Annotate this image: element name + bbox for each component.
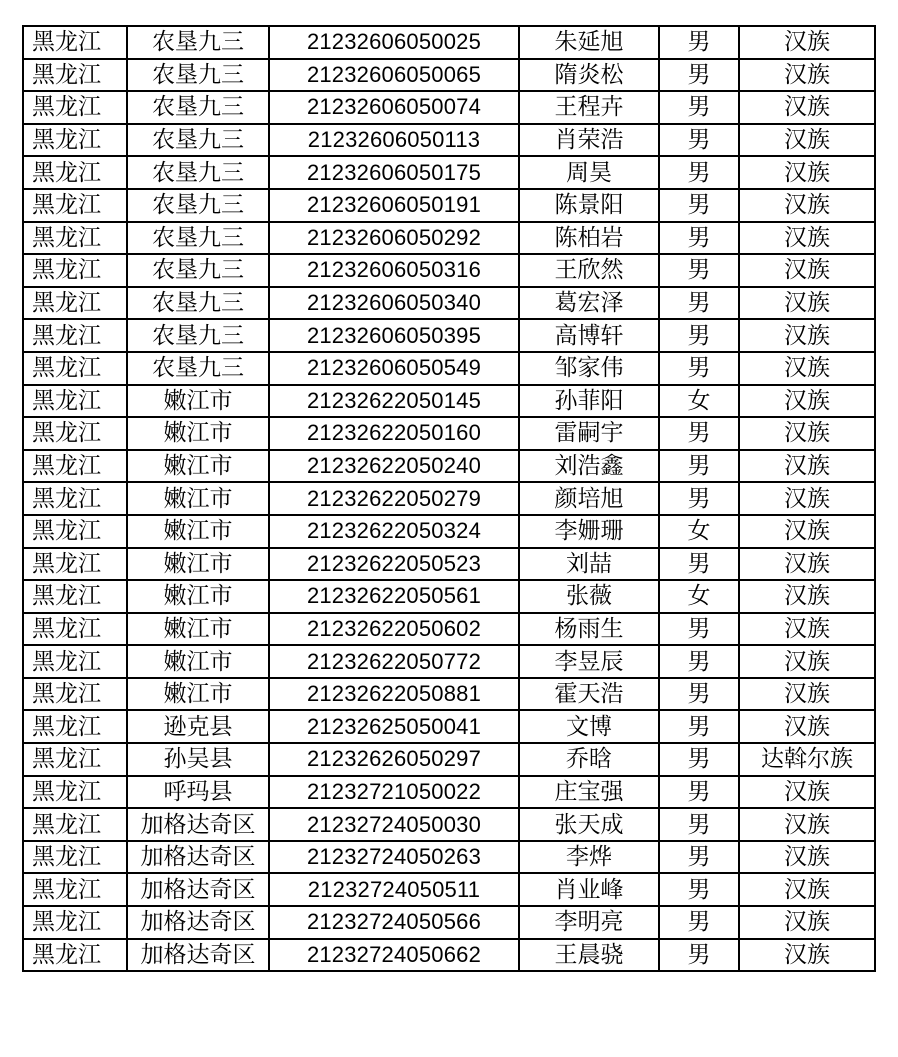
candidate-number-cell: 21232724050566	[269, 906, 519, 939]
province-cell: 黑龙江	[23, 743, 127, 776]
district-cell: 逊克县	[127, 710, 269, 743]
gender-cell: 男	[659, 873, 739, 906]
gender-cell: 男	[659, 450, 739, 483]
province-cell: 黑龙江	[23, 222, 127, 255]
candidate-number-cell: 21232626050297	[269, 743, 519, 776]
candidate-number-cell: 21232622050772	[269, 645, 519, 678]
province-cell: 黑龙江	[23, 580, 127, 613]
candidate-number-cell: 21232724050511	[269, 873, 519, 906]
name-cell: 高博轩	[519, 319, 659, 352]
candidate-number-cell: 21232606050065	[269, 59, 519, 92]
gender-cell: 男	[659, 222, 739, 255]
table-row	[23, 776, 875, 809]
gender-cell: 男	[659, 906, 739, 939]
gender-cell: 男	[659, 645, 739, 678]
candidate-number-cell: 21232606050191	[269, 189, 519, 222]
ethnicity-cell: 汉族	[739, 26, 875, 59]
table-row	[23, 287, 875, 320]
gender-cell: 女	[659, 515, 739, 548]
table-row	[23, 482, 875, 515]
table-row	[23, 26, 875, 59]
gender-cell: 男	[659, 417, 739, 450]
table-row	[23, 254, 875, 287]
candidate-number-cell: 21232606050549	[269, 352, 519, 385]
candidate-number-cell: 21232724050263	[269, 841, 519, 874]
gender-cell: 男	[659, 482, 739, 515]
candidate-number-cell: 21232606050316	[269, 254, 519, 287]
table-row	[23, 678, 875, 711]
table-row	[23, 222, 875, 255]
table-row	[23, 841, 875, 874]
table-row	[23, 450, 875, 483]
province-cell: 黑龙江	[23, 548, 127, 581]
district-cell: 加格达奇区	[127, 841, 269, 874]
province-cell: 黑龙江	[23, 91, 127, 124]
name-cell: 庄宝强	[519, 776, 659, 809]
province-cell: 黑龙江	[23, 515, 127, 548]
ethnicity-cell: 汉族	[739, 580, 875, 613]
district-cell: 加格达奇区	[127, 808, 269, 841]
gender-cell: 男	[659, 548, 739, 581]
candidate-number-cell: 21232606050025	[269, 26, 519, 59]
name-cell: 杨雨生	[519, 613, 659, 646]
ethnicity-cell: 汉族	[739, 222, 875, 255]
gender-cell: 男	[659, 776, 739, 809]
table-row	[23, 873, 875, 906]
ethnicity-cell: 汉族	[739, 939, 875, 972]
ethnicity-cell: 汉族	[739, 124, 875, 157]
gender-cell: 男	[659, 287, 739, 320]
name-cell: 李烨	[519, 841, 659, 874]
district-cell: 嫩江市	[127, 645, 269, 678]
ethnicity-cell: 汉族	[739, 710, 875, 743]
table-row	[23, 548, 875, 581]
gender-cell: 男	[659, 26, 739, 59]
district-cell: 农垦九三	[127, 189, 269, 222]
name-cell: 李姗珊	[519, 515, 659, 548]
ethnicity-cell: 汉族	[739, 385, 875, 418]
province-cell: 黑龙江	[23, 124, 127, 157]
gender-cell: 男	[659, 841, 739, 874]
district-cell: 农垦九三	[127, 319, 269, 352]
name-cell: 张天成	[519, 808, 659, 841]
province-cell: 黑龙江	[23, 939, 127, 972]
ethnicity-cell: 汉族	[739, 906, 875, 939]
gender-cell: 男	[659, 808, 739, 841]
table-row	[23, 156, 875, 189]
ethnicity-cell: 达斡尔族	[739, 743, 875, 776]
province-cell: 黑龙江	[23, 352, 127, 385]
district-cell: 嫩江市	[127, 417, 269, 450]
ethnicity-cell: 汉族	[739, 91, 875, 124]
table-row	[23, 59, 875, 92]
ethnicity-cell: 汉族	[739, 450, 875, 483]
name-cell: 陈柏岩	[519, 222, 659, 255]
name-cell: 邹家伟	[519, 352, 659, 385]
district-cell: 农垦九三	[127, 91, 269, 124]
province-cell: 黑龙江	[23, 319, 127, 352]
table-row	[23, 710, 875, 743]
table-row	[23, 189, 875, 222]
district-cell: 农垦九三	[127, 352, 269, 385]
ethnicity-cell: 汉族	[739, 287, 875, 320]
candidate-number-cell: 21232721050022	[269, 776, 519, 809]
district-cell: 嫩江市	[127, 580, 269, 613]
district-cell: 农垦九三	[127, 124, 269, 157]
name-cell: 刘喆	[519, 548, 659, 581]
table-row	[23, 645, 875, 678]
name-cell: 李昱辰	[519, 645, 659, 678]
province-cell: 黑龙江	[23, 841, 127, 874]
province-cell: 黑龙江	[23, 808, 127, 841]
gender-cell: 男	[659, 710, 739, 743]
district-cell: 嫩江市	[127, 450, 269, 483]
table-row	[23, 613, 875, 646]
ethnicity-cell: 汉族	[739, 417, 875, 450]
gender-cell: 男	[659, 613, 739, 646]
table-row	[23, 743, 875, 776]
table-row	[23, 580, 875, 613]
province-cell: 黑龙江	[23, 156, 127, 189]
province-cell: 黑龙江	[23, 645, 127, 678]
gender-cell: 男	[659, 254, 739, 287]
table-row	[23, 319, 875, 352]
ethnicity-cell: 汉族	[739, 189, 875, 222]
gender-cell: 男	[659, 124, 739, 157]
district-cell: 农垦九三	[127, 254, 269, 287]
gender-cell: 男	[659, 156, 739, 189]
province-cell: 黑龙江	[23, 873, 127, 906]
ethnicity-cell: 汉族	[739, 613, 875, 646]
gender-cell: 男	[659, 678, 739, 711]
name-cell: 王欣然	[519, 254, 659, 287]
name-cell: 霍天浩	[519, 678, 659, 711]
name-cell: 朱延旭	[519, 26, 659, 59]
name-cell: 隋炎松	[519, 59, 659, 92]
ethnicity-cell: 汉族	[739, 645, 875, 678]
ethnicity-cell: 汉族	[739, 254, 875, 287]
candidate-number-cell: 21232622050160	[269, 417, 519, 450]
district-cell: 嫩江市	[127, 385, 269, 418]
ethnicity-cell: 汉族	[739, 808, 875, 841]
province-cell: 黑龙江	[23, 26, 127, 59]
candidate-number-cell: 21232606050292	[269, 222, 519, 255]
district-cell: 加格达奇区	[127, 873, 269, 906]
candidate-number-cell: 21232622050602	[269, 613, 519, 646]
district-cell: 农垦九三	[127, 59, 269, 92]
province-cell: 黑龙江	[23, 613, 127, 646]
province-cell: 黑龙江	[23, 482, 127, 515]
gender-cell: 男	[659, 352, 739, 385]
gender-cell: 男	[659, 91, 739, 124]
table-row	[23, 808, 875, 841]
district-cell: 嫩江市	[127, 548, 269, 581]
candidate-number-cell: 21232625050041	[269, 710, 519, 743]
district-cell: 孙吴县	[127, 743, 269, 776]
name-cell: 乔晗	[519, 743, 659, 776]
candidate-number-cell: 21232622050881	[269, 678, 519, 711]
name-cell: 雷嗣宇	[519, 417, 659, 450]
province-cell: 黑龙江	[23, 287, 127, 320]
gender-cell: 男	[659, 743, 739, 776]
name-cell: 孙菲阳	[519, 385, 659, 418]
gender-cell: 男	[659, 319, 739, 352]
candidate-number-cell: 21232622050145	[269, 385, 519, 418]
ethnicity-cell: 汉族	[739, 156, 875, 189]
province-cell: 黑龙江	[23, 450, 127, 483]
district-cell: 嫩江市	[127, 515, 269, 548]
ethnicity-cell: 汉族	[739, 352, 875, 385]
roster-body	[23, 26, 875, 971]
name-cell: 肖荣浩	[519, 124, 659, 157]
district-cell: 农垦九三	[127, 287, 269, 320]
candidate-number-cell: 21232622050523	[269, 548, 519, 581]
table-row	[23, 939, 875, 972]
gender-cell: 男	[659, 939, 739, 972]
candidate-number-cell: 21232622050279	[269, 482, 519, 515]
province-cell: 黑龙江	[23, 385, 127, 418]
gender-cell: 男	[659, 189, 739, 222]
table-row	[23, 417, 875, 450]
district-cell: 嫩江市	[127, 678, 269, 711]
table-row	[23, 91, 875, 124]
district-cell: 农垦九三	[127, 222, 269, 255]
district-cell: 农垦九三	[127, 26, 269, 59]
table-row	[23, 515, 875, 548]
gender-cell: 女	[659, 385, 739, 418]
name-cell: 刘浩鑫	[519, 450, 659, 483]
candidate-number-cell: 21232622050240	[269, 450, 519, 483]
name-cell: 颜培旭	[519, 482, 659, 515]
district-cell: 嫩江市	[127, 482, 269, 515]
table-row	[23, 352, 875, 385]
ethnicity-cell: 汉族	[739, 482, 875, 515]
candidate-number-cell: 21232606050340	[269, 287, 519, 320]
district-cell: 农垦九三	[127, 156, 269, 189]
province-cell: 黑龙江	[23, 189, 127, 222]
province-cell: 黑龙江	[23, 59, 127, 92]
candidate-number-cell: 21232622050324	[269, 515, 519, 548]
name-cell: 李明亮	[519, 906, 659, 939]
ethnicity-cell: 汉族	[739, 678, 875, 711]
candidate-number-cell: 21232724050030	[269, 808, 519, 841]
district-cell: 嫩江市	[127, 613, 269, 646]
candidate-number-cell: 21232606050395	[269, 319, 519, 352]
ethnicity-cell: 汉族	[739, 873, 875, 906]
province-cell: 黑龙江	[23, 417, 127, 450]
ethnicity-cell: 汉族	[739, 59, 875, 92]
ethnicity-cell: 汉族	[739, 319, 875, 352]
ethnicity-cell: 汉族	[739, 515, 875, 548]
ethnicity-cell: 汉族	[739, 548, 875, 581]
ethnicity-cell: 汉族	[739, 841, 875, 874]
name-cell: 葛宏泽	[519, 287, 659, 320]
table-row	[23, 124, 875, 157]
candidate-number-cell: 21232724050662	[269, 939, 519, 972]
district-cell: 加格达奇区	[127, 906, 269, 939]
district-cell: 呼玛县	[127, 776, 269, 809]
province-cell: 黑龙江	[23, 710, 127, 743]
candidate-number-cell: 21232606050113	[269, 124, 519, 157]
province-cell: 黑龙江	[23, 776, 127, 809]
gender-cell: 女	[659, 580, 739, 613]
name-cell: 张薇	[519, 580, 659, 613]
province-cell: 黑龙江	[23, 678, 127, 711]
table-row	[23, 385, 875, 418]
ethnicity-cell: 汉族	[739, 776, 875, 809]
district-cell: 加格达奇区	[127, 939, 269, 972]
province-cell: 黑龙江	[23, 254, 127, 287]
name-cell: 陈景阳	[519, 189, 659, 222]
name-cell: 王程卉	[519, 91, 659, 124]
name-cell: 肖业峰	[519, 873, 659, 906]
candidate-number-cell: 21232606050175	[269, 156, 519, 189]
table-row	[23, 906, 875, 939]
name-cell: 周昊	[519, 156, 659, 189]
candidate-number-cell: 21232606050074	[269, 91, 519, 124]
gender-cell: 男	[659, 59, 739, 92]
name-cell: 文博	[519, 710, 659, 743]
roster-table	[22, 25, 876, 972]
candidate-number-cell: 21232622050561	[269, 580, 519, 613]
name-cell: 王晨骁	[519, 939, 659, 972]
province-cell: 黑龙江	[23, 906, 127, 939]
